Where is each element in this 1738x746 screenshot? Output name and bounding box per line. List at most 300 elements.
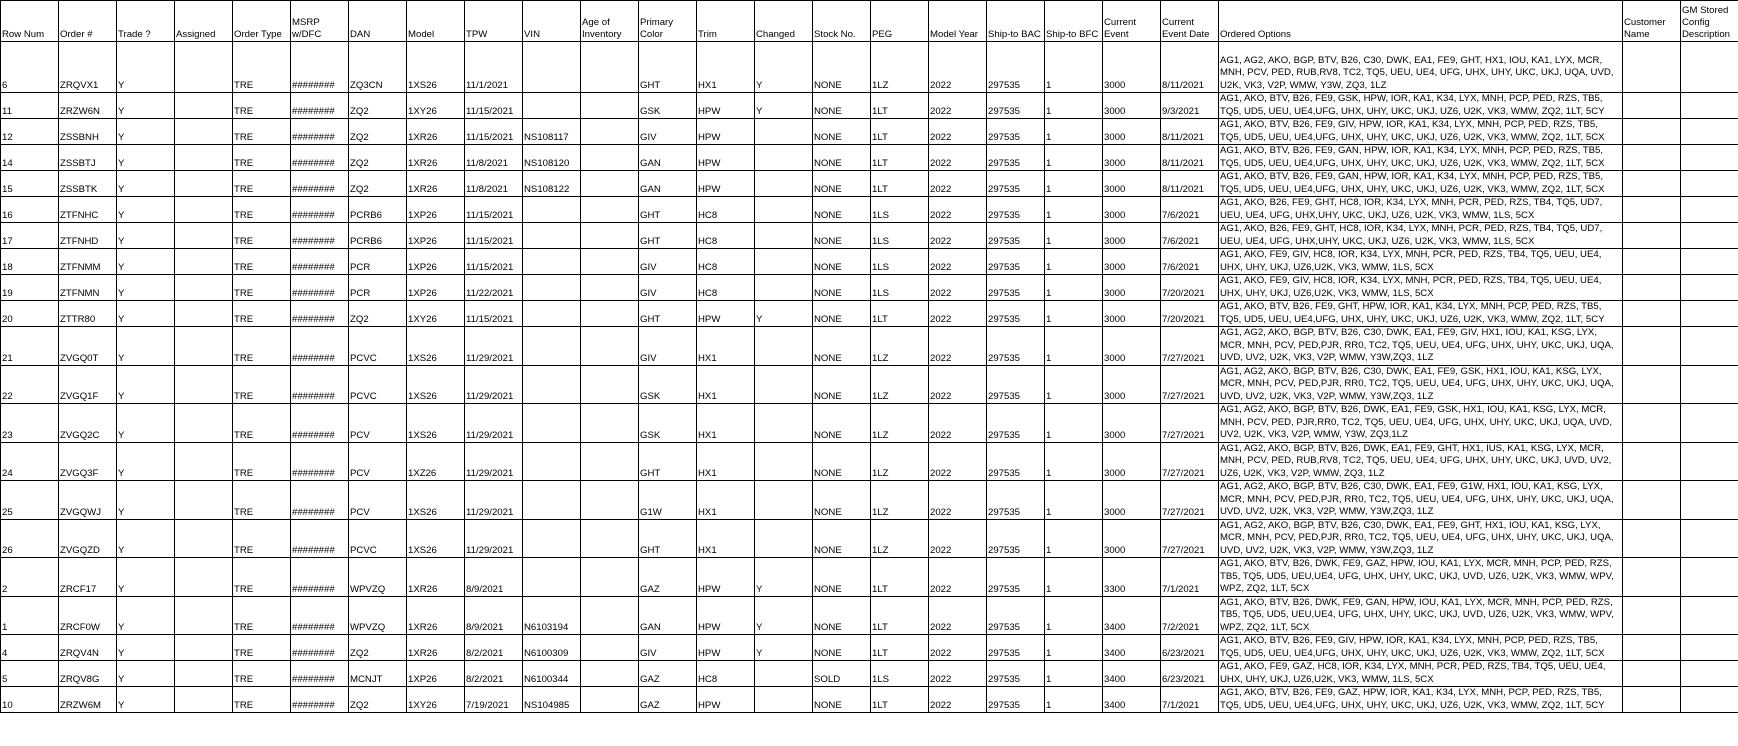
- table-cell[interactable]: 1: [1045, 519, 1103, 558]
- table-cell[interactable]: 297535: [987, 275, 1045, 301]
- table-cell[interactable]: ########: [291, 519, 349, 558]
- table-cell[interactable]: 1: [1045, 635, 1103, 661]
- table-cell[interactable]: NS108122: [523, 171, 581, 197]
- table-cell[interactable]: HPW: [697, 171, 755, 197]
- table-cell[interactable]: TRE: [233, 596, 291, 635]
- table-cell[interactable]: Y: [117, 558, 175, 597]
- table-cell[interactable]: [1623, 404, 1681, 443]
- table-cell[interactable]: ZVGQ3F: [59, 442, 117, 481]
- table-cell[interactable]: 2022: [929, 145, 987, 171]
- table-cell[interactable]: [523, 481, 581, 520]
- table-cell[interactable]: 2: [1, 558, 59, 597]
- table-cell[interactable]: TRE: [233, 42, 291, 93]
- table-cell[interactable]: GHT: [639, 197, 697, 223]
- table-cell[interactable]: HC8: [697, 223, 755, 249]
- table-cell[interactable]: [1681, 197, 1738, 223]
- table-cell[interactable]: ########: [291, 558, 349, 597]
- table-cell[interactable]: 1LZ: [871, 365, 929, 404]
- table-cell[interactable]: PCV: [349, 481, 407, 520]
- table-cell[interactable]: 1: [1045, 365, 1103, 404]
- table-cell[interactable]: 1XR26: [407, 596, 465, 635]
- table-cell[interactable]: ZVGQWJ: [59, 481, 117, 520]
- table-cell[interactable]: Y: [117, 596, 175, 635]
- table-cell[interactable]: PCV: [349, 404, 407, 443]
- table-cell[interactable]: NONE: [813, 558, 871, 597]
- table-cell[interactable]: NONE: [813, 93, 871, 119]
- table-cell[interactable]: 7/20/2021: [1161, 301, 1219, 327]
- table-cell[interactable]: 11/15/2021: [465, 119, 523, 145]
- table-cell[interactable]: 1: [1045, 93, 1103, 119]
- table-cell[interactable]: Y: [117, 93, 175, 119]
- table-cell[interactable]: 2022: [929, 42, 987, 93]
- table-cell[interactable]: TRE: [233, 365, 291, 404]
- table-cell[interactable]: 21: [1, 327, 59, 366]
- table-cell[interactable]: 16: [1, 197, 59, 223]
- column-header[interactable]: PEG: [871, 1, 929, 42]
- table-cell[interactable]: 297535: [987, 558, 1045, 597]
- table-cell[interactable]: 2022: [929, 327, 987, 366]
- table-cell[interactable]: GHT: [639, 223, 697, 249]
- table-cell[interactable]: HPW: [697, 119, 755, 145]
- table-cell[interactable]: NS108117: [523, 119, 581, 145]
- table-cell[interactable]: HPW: [697, 635, 755, 661]
- ordered-options-cell[interactable]: AG1, AG2, AKO, BGP, BTV, B26, C30, DWK, EA1, FE9, GIV, HX1, IOU, KA1, KSG, LYX, MCR, MNH, PCV, PED,PJR, RR0, TC2, TQ5, UEU, UE4, UFG, UHX, UHY, UKC, UKJ, UQA, UVD, UV2, U2K, VK3, V2P, WMW, Y3W,ZQ3, 1LZ: [1219, 327, 1623, 366]
- table-cell[interactable]: 7/6/2021: [1161, 249, 1219, 275]
- table-cell[interactable]: 3000: [1103, 301, 1161, 327]
- table-cell[interactable]: 1XY26: [407, 93, 465, 119]
- table-cell[interactable]: 7/6/2021: [1161, 223, 1219, 249]
- table-cell[interactable]: 8/11/2021: [1161, 42, 1219, 93]
- table-cell[interactable]: [755, 687, 813, 713]
- ordered-options-cell[interactable]: AG1, AKO, FE9, GIV, HC8, IOR, K34, LYX, MNH, PCR, PED, RZS, TB4, TQ5, UEU, UE4, UHX, UHY, UKJ, UZ6,U2K, VK3, WMW, 1LS, 5CX: [1219, 249, 1623, 275]
- table-cell[interactable]: 3000: [1103, 249, 1161, 275]
- table-cell[interactable]: 11/29/2021: [465, 404, 523, 443]
- table-cell[interactable]: 8/9/2021: [465, 558, 523, 597]
- table-cell[interactable]: 1: [1045, 442, 1103, 481]
- table-cell[interactable]: 11/22/2021: [465, 275, 523, 301]
- table-cell[interactable]: PCVC: [349, 519, 407, 558]
- table-cell[interactable]: Y: [117, 635, 175, 661]
- ordered-options-cell[interactable]: AG1, AKO, B26, FE9, GHT, HC8, IOR, K34, LYX, MNH, PCR, PED, RZS, TB4, TQ5, UD7, UEU, UE4, UFG, UHX,UHY, UKC, UKJ, UZ6, U2K, VK3, WMW, 1LS, 5CX: [1219, 197, 1623, 223]
- table-cell[interactable]: GAZ: [639, 687, 697, 713]
- table-cell[interactable]: 11/15/2021: [465, 197, 523, 223]
- table-cell[interactable]: [755, 442, 813, 481]
- table-cell[interactable]: 297535: [987, 249, 1045, 275]
- table-cell[interactable]: HX1: [697, 481, 755, 520]
- table-cell[interactable]: ZQ2: [349, 145, 407, 171]
- table-cell[interactable]: 6/23/2021: [1161, 635, 1219, 661]
- table-cell[interactable]: ZVGQZD: [59, 519, 117, 558]
- column-header[interactable]: Age of Inventory: [581, 1, 639, 42]
- table-cell[interactable]: [1623, 596, 1681, 635]
- table-cell[interactable]: 7/27/2021: [1161, 442, 1219, 481]
- table-cell[interactable]: [755, 404, 813, 443]
- table-cell[interactable]: NONE: [813, 275, 871, 301]
- table-cell[interactable]: Y: [117, 404, 175, 443]
- table-cell[interactable]: [581, 171, 639, 197]
- table-cell[interactable]: ZRZW6M: [59, 687, 117, 713]
- table-cell[interactable]: ZSSBTJ: [59, 145, 117, 171]
- table-cell[interactable]: [1623, 42, 1681, 93]
- table-cell[interactable]: 2022: [929, 93, 987, 119]
- ordered-options-cell[interactable]: AG1, AG2, AKO, BGP, BTV, B26, C30, DWK, EA1, FE9, GHT, HX1, IOU, KA1, KSG, LYX, MCR, MNH, PCV, PED,PJR, RR0, TC2, TQ5, UEU, UE4, UFG, UHX, UHY, UKC, UKJ, UQA, UVD, UV2, U2K, VK3, V2P, WMW, Y3W,ZQ3, 1LZ: [1219, 519, 1623, 558]
- table-cell[interactable]: 3300: [1103, 558, 1161, 597]
- table-cell[interactable]: Y: [117, 301, 175, 327]
- table-cell[interactable]: 15: [1, 171, 59, 197]
- table-cell[interactable]: 1LZ: [871, 42, 929, 93]
- table-cell[interactable]: [581, 301, 639, 327]
- table-cell[interactable]: [1681, 442, 1738, 481]
- ordered-options-cell[interactable]: AG1, AKO, BTV, B26, FE9, GIV, HPW, IOR, KA1, K34, LYX, MNH, PCP, PED, RZS, TB5, TQ5, UD5, UEU, UE4,UFG, UHX, UHY, UKC, UKJ, UZ6, U2K, VK3, WMW, ZQ2, 1LT, 5CX: [1219, 635, 1623, 661]
- table-cell[interactable]: 297535: [987, 519, 1045, 558]
- table-cell[interactable]: 297535: [987, 171, 1045, 197]
- table-cell[interactable]: [755, 145, 813, 171]
- table-cell[interactable]: [581, 327, 639, 366]
- table-cell[interactable]: [581, 519, 639, 558]
- table-cell[interactable]: 3400: [1103, 635, 1161, 661]
- table-cell[interactable]: 7/1/2021: [1161, 558, 1219, 597]
- table-cell[interactable]: [1623, 197, 1681, 223]
- table-cell[interactable]: 1XS26: [407, 481, 465, 520]
- table-cell[interactable]: [581, 404, 639, 443]
- table-cell[interactable]: 1: [1045, 197, 1103, 223]
- column-header[interactable]: TPW: [465, 1, 523, 42]
- table-cell[interactable]: 1XR26: [407, 558, 465, 597]
- table-cell[interactable]: TRE: [233, 93, 291, 119]
- table-cell[interactable]: TRE: [233, 687, 291, 713]
- table-cell[interactable]: ZRQV8G: [59, 661, 117, 687]
- table-cell[interactable]: Y: [755, 93, 813, 119]
- table-cell[interactable]: 3000: [1103, 519, 1161, 558]
- table-cell[interactable]: ########: [291, 145, 349, 171]
- table-cell[interactable]: [1623, 171, 1681, 197]
- table-cell[interactable]: TRE: [233, 519, 291, 558]
- table-cell[interactable]: 1LS: [871, 275, 929, 301]
- table-cell[interactable]: [581, 365, 639, 404]
- table-cell[interactable]: [523, 327, 581, 366]
- table-cell[interactable]: 4: [1, 635, 59, 661]
- table-cell[interactable]: HPW: [697, 558, 755, 597]
- table-cell[interactable]: TRE: [233, 119, 291, 145]
- table-cell[interactable]: HPW: [697, 145, 755, 171]
- table-cell[interactable]: NONE: [813, 119, 871, 145]
- table-cell[interactable]: Y: [755, 596, 813, 635]
- table-cell[interactable]: ########: [291, 635, 349, 661]
- table-cell[interactable]: [175, 301, 233, 327]
- table-cell[interactable]: Y: [117, 687, 175, 713]
- table-cell[interactable]: ZQ2: [349, 687, 407, 713]
- table-cell[interactable]: ZTFNMM: [59, 249, 117, 275]
- table-cell[interactable]: [523, 42, 581, 93]
- table-cell[interactable]: 1: [1045, 145, 1103, 171]
- table-cell[interactable]: ########: [291, 93, 349, 119]
- table-cell[interactable]: 7/27/2021: [1161, 404, 1219, 443]
- table-cell[interactable]: HC8: [697, 661, 755, 687]
- table-cell[interactable]: [175, 42, 233, 93]
- table-cell[interactable]: 1: [1, 596, 59, 635]
- table-cell[interactable]: [175, 327, 233, 366]
- table-cell[interactable]: 1LT: [871, 687, 929, 713]
- table-cell[interactable]: [523, 223, 581, 249]
- table-cell[interactable]: [1681, 661, 1738, 687]
- table-cell[interactable]: [175, 687, 233, 713]
- table-cell[interactable]: [1681, 145, 1738, 171]
- table-cell[interactable]: 9/3/2021: [1161, 93, 1219, 119]
- ordered-options-cell[interactable]: AG1, AKO, BTV, B26, FE9, GAZ, HPW, IOR, KA1, K34, LYX, MNH, PCP, PED, RZS, TB5, TQ5, UD5, UEU, UE4,UFG, UHX, UHY, UKC, UKJ, UZ6, U2K, VK3, WMW, ZQ2, 1LT, 5CY: [1219, 687, 1623, 713]
- table-cell[interactable]: [1623, 301, 1681, 327]
- table-cell[interactable]: 297535: [987, 223, 1045, 249]
- table-cell[interactable]: Y: [117, 145, 175, 171]
- column-header[interactable]: Assigned: [175, 1, 233, 42]
- table-cell[interactable]: ZRCF17: [59, 558, 117, 597]
- table-cell[interactable]: 7/6/2021: [1161, 197, 1219, 223]
- table-cell[interactable]: NONE: [813, 223, 871, 249]
- table-cell[interactable]: 1: [1045, 558, 1103, 597]
- table-cell[interactable]: 23: [1, 404, 59, 443]
- table-cell[interactable]: ZTTR80: [59, 301, 117, 327]
- ordered-options-cell[interactable]: AG1, AG2, AKO, BGP, BTV, B26, C30, DWK, EA1, FE9, G1W, HX1, IOU, KA1, KSG, LYX, MCR, MNH, PCV, PED,PJR, RR0, TC2, TQ5, UEU, UE4, UFG, UHX, UHY, UKC, UKJ, UQA, UVD, UV2, U2K, VK3, V2P, WMW, Y3W,ZQ3, 1LZ: [1219, 481, 1623, 520]
- table-cell[interactable]: HC8: [697, 197, 755, 223]
- table-cell[interactable]: [1623, 558, 1681, 597]
- table-cell[interactable]: 1XS26: [407, 42, 465, 93]
- table-cell[interactable]: ZQ2: [349, 171, 407, 197]
- table-cell[interactable]: 7/1/2021: [1161, 687, 1219, 713]
- column-header[interactable]: Customer Name: [1623, 1, 1681, 42]
- table-cell[interactable]: TRE: [233, 223, 291, 249]
- table-cell[interactable]: PCR: [349, 249, 407, 275]
- table-cell[interactable]: TRE: [233, 197, 291, 223]
- table-cell[interactable]: HPW: [697, 301, 755, 327]
- table-cell[interactable]: [755, 171, 813, 197]
- table-cell[interactable]: [1681, 275, 1738, 301]
- table-cell[interactable]: 19: [1, 275, 59, 301]
- table-cell[interactable]: ZQ3CN: [349, 42, 407, 93]
- table-cell[interactable]: Y: [755, 635, 813, 661]
- table-cell[interactable]: 2022: [929, 404, 987, 443]
- table-cell[interactable]: [175, 197, 233, 223]
- table-cell[interactable]: G1W: [639, 481, 697, 520]
- table-cell[interactable]: 8/2/2021: [465, 661, 523, 687]
- table-cell[interactable]: 2022: [929, 171, 987, 197]
- table-cell[interactable]: PCRB6: [349, 197, 407, 223]
- table-cell[interactable]: TRE: [233, 558, 291, 597]
- column-header[interactable]: Order #: [59, 1, 117, 42]
- table-cell[interactable]: 1XS26: [407, 519, 465, 558]
- table-cell[interactable]: 1: [1045, 687, 1103, 713]
- table-cell[interactable]: HPW: [697, 687, 755, 713]
- table-cell[interactable]: 1XP26: [407, 275, 465, 301]
- table-cell[interactable]: [1623, 635, 1681, 661]
- table-cell[interactable]: 1XR26: [407, 635, 465, 661]
- column-header[interactable]: Current Event Date: [1161, 1, 1219, 42]
- table-cell[interactable]: [175, 365, 233, 404]
- table-cell[interactable]: 1: [1045, 42, 1103, 93]
- table-cell[interactable]: Y: [117, 197, 175, 223]
- table-cell[interactable]: NONE: [813, 687, 871, 713]
- table-cell[interactable]: [523, 301, 581, 327]
- table-cell[interactable]: ########: [291, 404, 349, 443]
- table-cell[interactable]: 24: [1, 442, 59, 481]
- table-cell[interactable]: [581, 145, 639, 171]
- table-cell[interactable]: [581, 596, 639, 635]
- table-cell[interactable]: WPVZQ: [349, 596, 407, 635]
- table-cell[interactable]: [1681, 327, 1738, 366]
- ordered-options-cell[interactable]: AG1, AKO, B26, FE9, GHT, HC8, IOR, K34, LYX, MNH, PCR, PED, RZS, TB4, TQ5, UD7, UEU, UE4, UFG, UHX,UHY, UKC, UKJ, UZ6, U2K, VK3, WMW, 1LS, 5CX: [1219, 223, 1623, 249]
- table-cell[interactable]: 7/27/2021: [1161, 327, 1219, 366]
- table-cell[interactable]: HC8: [697, 249, 755, 275]
- table-cell[interactable]: ZRQVX1: [59, 42, 117, 93]
- table-cell[interactable]: HX1: [697, 365, 755, 404]
- table-cell[interactable]: 1XY26: [407, 301, 465, 327]
- table-cell[interactable]: [581, 442, 639, 481]
- table-cell[interactable]: ZTFNHC: [59, 197, 117, 223]
- table-cell[interactable]: [1681, 249, 1738, 275]
- table-cell[interactable]: 1XS26: [407, 404, 465, 443]
- table-cell[interactable]: 2022: [929, 249, 987, 275]
- table-cell[interactable]: N6100344: [523, 661, 581, 687]
- table-cell[interactable]: [175, 596, 233, 635]
- table-cell[interactable]: 1LZ: [871, 327, 929, 366]
- table-cell[interactable]: 11/29/2021: [465, 519, 523, 558]
- table-cell[interactable]: GHT: [639, 442, 697, 481]
- table-cell[interactable]: HX1: [697, 442, 755, 481]
- table-cell[interactable]: NS104985: [523, 687, 581, 713]
- table-cell[interactable]: HC8: [697, 275, 755, 301]
- table-cell[interactable]: [523, 365, 581, 404]
- table-cell[interactable]: ZTFNHD: [59, 223, 117, 249]
- table-cell[interactable]: 2022: [929, 223, 987, 249]
- table-cell[interactable]: ########: [291, 249, 349, 275]
- table-cell[interactable]: [175, 119, 233, 145]
- column-header[interactable]: Model: [407, 1, 465, 42]
- table-cell[interactable]: [175, 404, 233, 443]
- table-cell[interactable]: TRE: [233, 145, 291, 171]
- table-cell[interactable]: ########: [291, 275, 349, 301]
- table-cell[interactable]: [175, 171, 233, 197]
- table-cell[interactable]: [1623, 93, 1681, 119]
- table-cell[interactable]: GAZ: [639, 558, 697, 597]
- table-cell[interactable]: GSK: [639, 93, 697, 119]
- table-cell[interactable]: ########: [291, 365, 349, 404]
- table-cell[interactable]: ZQ2: [349, 301, 407, 327]
- table-cell[interactable]: 18: [1, 249, 59, 275]
- table-cell[interactable]: 1: [1045, 404, 1103, 443]
- table-cell[interactable]: 297535: [987, 596, 1045, 635]
- table-cell[interactable]: [175, 519, 233, 558]
- table-cell[interactable]: ########: [291, 481, 349, 520]
- table-cell[interactable]: TRE: [233, 171, 291, 197]
- table-cell[interactable]: 11/29/2021: [465, 365, 523, 404]
- table-cell[interactable]: GAZ: [639, 661, 697, 687]
- table-cell[interactable]: Y: [117, 661, 175, 687]
- ordered-options-cell[interactable]: AG1, AKO, BTV, B26, DWK, FE9, GAZ, HPW, IOU, KA1, LYX, MCR, MNH, PCP, PED, RZS, TB5, TQ5, UD5, UEU,UE4, UFG, UHX, UHY, UKC, UKJ, UVD, UZ6, U2K, VK3, WMW, WPV, WPZ, ZQ2, 1LT, 5CX: [1219, 558, 1623, 597]
- table-cell[interactable]: 297535: [987, 93, 1045, 119]
- table-cell[interactable]: [1681, 223, 1738, 249]
- table-cell[interactable]: ZQ2: [349, 93, 407, 119]
- table-cell[interactable]: 297535: [987, 687, 1045, 713]
- table-cell[interactable]: 1LT: [871, 171, 929, 197]
- column-header[interactable]: Trim: [697, 1, 755, 42]
- table-cell[interactable]: [175, 223, 233, 249]
- table-cell[interactable]: 1LS: [871, 249, 929, 275]
- table-cell[interactable]: ZQ2: [349, 635, 407, 661]
- table-cell[interactable]: 3000: [1103, 223, 1161, 249]
- table-cell[interactable]: ########: [291, 171, 349, 197]
- table-cell[interactable]: [1681, 596, 1738, 635]
- table-cell[interactable]: TRE: [233, 301, 291, 327]
- table-cell[interactable]: 3000: [1103, 145, 1161, 171]
- column-header[interactable]: VIN: [523, 1, 581, 42]
- table-cell[interactable]: NONE: [813, 596, 871, 635]
- column-header[interactable]: Ship-to BFC: [1045, 1, 1103, 42]
- table-cell[interactable]: GHT: [639, 519, 697, 558]
- table-cell[interactable]: 1: [1045, 223, 1103, 249]
- table-cell[interactable]: 2022: [929, 687, 987, 713]
- table-cell[interactable]: 1LS: [871, 197, 929, 223]
- table-cell[interactable]: [581, 93, 639, 119]
- table-cell[interactable]: 297535: [987, 119, 1045, 145]
- table-cell[interactable]: 7/27/2021: [1161, 365, 1219, 404]
- ordered-options-cell[interactable]: AG1, AG2, AKO, BGP, BTV, B26, C30, DWK, EA1, FE9, GHT, HX1, IOU, KA1, LYX, MCR, MNH, PCV, PED, RUB,RV8, TC2, TQ5, UEU, UE4, UFG, UHX, UHY, UKC, UKJ, UQA, UVD, U2K, VK3, V2P, WMW, Y3W, ZQ3, 1LZ: [1219, 42, 1623, 93]
- table-cell[interactable]: [755, 661, 813, 687]
- table-cell[interactable]: 1LT: [871, 635, 929, 661]
- table-cell[interactable]: 11/8/2021: [465, 145, 523, 171]
- table-cell[interactable]: 2022: [929, 558, 987, 597]
- table-cell[interactable]: 11/8/2021: [465, 171, 523, 197]
- table-cell[interactable]: NONE: [813, 635, 871, 661]
- table-cell[interactable]: [581, 661, 639, 687]
- table-cell[interactable]: 5: [1, 661, 59, 687]
- table-cell[interactable]: 297535: [987, 365, 1045, 404]
- table-cell[interactable]: 297535: [987, 404, 1045, 443]
- table-cell[interactable]: 2022: [929, 197, 987, 223]
- table-cell[interactable]: 12: [1, 119, 59, 145]
- table-cell[interactable]: [1681, 119, 1738, 145]
- table-cell[interactable]: 11: [1, 93, 59, 119]
- table-cell[interactable]: [1681, 171, 1738, 197]
- table-cell[interactable]: NONE: [813, 171, 871, 197]
- table-cell[interactable]: 22: [1, 365, 59, 404]
- table-cell[interactable]: 7/19/2021: [465, 687, 523, 713]
- table-cell[interactable]: TRE: [233, 442, 291, 481]
- table-cell[interactable]: GIV: [639, 275, 697, 301]
- table-cell[interactable]: Y: [755, 558, 813, 597]
- table-cell[interactable]: 1LS: [871, 661, 929, 687]
- table-cell[interactable]: [1623, 687, 1681, 713]
- table-cell[interactable]: 3400: [1103, 661, 1161, 687]
- table-cell[interactable]: 297535: [987, 661, 1045, 687]
- table-cell[interactable]: Y: [117, 442, 175, 481]
- table-cell[interactable]: TRE: [233, 635, 291, 661]
- table-cell[interactable]: [755, 223, 813, 249]
- table-cell[interactable]: ZSSBNH: [59, 119, 117, 145]
- table-cell[interactable]: 3000: [1103, 365, 1161, 404]
- table-cell[interactable]: 3000: [1103, 327, 1161, 366]
- table-cell[interactable]: WPVZQ: [349, 558, 407, 597]
- table-cell[interactable]: 1: [1045, 661, 1103, 687]
- table-cell[interactable]: SOLD: [813, 661, 871, 687]
- table-cell[interactable]: 1LZ: [871, 481, 929, 520]
- table-cell[interactable]: 8/11/2021: [1161, 171, 1219, 197]
- table-cell[interactable]: [581, 197, 639, 223]
- table-cell[interactable]: 3000: [1103, 171, 1161, 197]
- column-header[interactable]: Changed: [755, 1, 813, 42]
- table-cell[interactable]: 297535: [987, 481, 1045, 520]
- table-cell[interactable]: GAN: [639, 171, 697, 197]
- column-header[interactable]: GM Stored Config Description: [1681, 1, 1738, 42]
- table-cell[interactable]: 20: [1, 301, 59, 327]
- table-cell[interactable]: 297535: [987, 442, 1045, 481]
